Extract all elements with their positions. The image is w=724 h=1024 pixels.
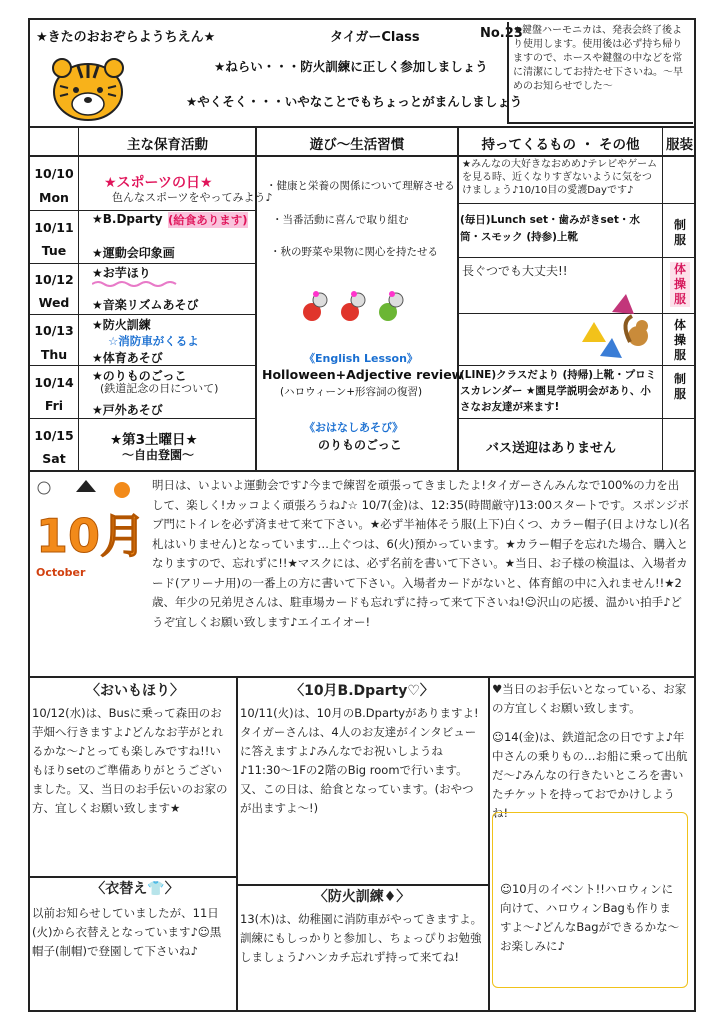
row-rule [28,314,255,315]
month-label: October [36,566,86,579]
col-rule [255,126,257,470]
section-rule [236,884,488,886]
day-date: 10/14 [34,375,74,390]
class-name: タイガーClass [330,30,420,45]
row-rule [28,210,255,211]
koromogae-body: 以前お知らせしていましたが、11日(火)から衣替えとなっています♪☺黒帽子(制帽)で登園して下さいね♪ [32,906,222,958]
english-lesson-label: 《English Lesson》 [304,352,418,365]
helper-note: ♥当日のお手伝いとなっている、お家の方宜しくお願い致します。 [492,682,687,715]
dress-uniform: 制 服 [673,372,686,401]
halloween-body: ☺10月のイベント!!ハロウィンに向けて、ハロウィンBagも作りますよ〜♪どんなBagができるかな〜お楽しみに♪ [500,882,680,953]
section-rule [488,676,490,1012]
dress-pe: 体 操 服 [673,318,686,362]
tiger-illustration [44,52,132,124]
play-item: ・当番活動に喜んで取り組む [272,214,409,226]
row-rule [457,257,696,258]
monthly-promise: ★やくそく・・・いやなことでもちょっとがまんしましょう [186,94,523,109]
row-rule [457,418,696,419]
col-header-activities: 主な保育活動 [127,137,208,153]
day-weekday: Thu [40,347,68,362]
bday-body: 10/11(火)は、10月のB.Dpartyがありますよ!タイガーさんは、4人のお友達がインタビューに答えますよ♪みんなでお祝いしようね♪11:30〜1Fの2階のBig roomで行います。又、この日は、給食となっています。(おやつが出ますよ〜!) [240,706,479,815]
koromogae-title: 〈衣替え👕〉 [91,881,179,897]
day-date: 10/15 [34,428,74,443]
monthly-aim: ★ねらい・・・防火訓練に正しく参加しましょう [214,59,488,74]
bring-daily: (毎日)Lunch set・歯みがきset・水筒・スモック (持参)上靴 [460,214,640,243]
activity-outdoor: ★戸外あそび [92,403,163,417]
day-weekday: Wed [38,295,70,310]
activity-pe: ★体育あそび [92,351,163,365]
header-rule [28,155,696,157]
english-lesson-sub: (ハロウィーン+形容詞の復習) [280,386,423,398]
fire-body: 13(木)は、幼稚園に消防車がやってきますよ。訓練にもしっかりと参加し、ちょっぴりお勉強しましょう♪ハンカチ忘れず持って来てね! [240,912,483,964]
activity-sports-day: ★スポーツの日★ [104,175,213,191]
month-badge [36,500,156,580]
story-title: のりものごっこ [318,438,402,452]
play-item: ・秋の野菜や果物に関心を持たせる [270,246,438,258]
activity-bday: ★B.Dparty [92,212,163,226]
activity-lunch: (給食あります) [168,213,248,227]
main-message: 明日は、いよいよ運動会です♪今まで練習を頑張ってきましたよ!タイガーさんみんなで100%の力を出して、楽しく!カッコよく頑張ろうね♪☆ 10/7(金)は、12:35(時間厳守)13:00スタートです。スポンジボブ門にトイレを必ず済ませて来て下さい。★必ず半袖体そう服(上下)白くつ、カラー帽子(日よけなし)(名札はいりません)となっています…上ぐつは、6(火)預かっています。★カラー帽子を忘れた場合、購入となりますので、忘れずに!!★マスクには、必ず名前を書いて下さい。★当日、お子様の検温は、入場者カード(アリーナ用)の一番上の方に書いて下さい。入場者カードがないと、体育館の中に入れません!!★2歳、年少の兄弟児さんは、駐車場カードも忘れずに持って来て下さいね!☺沢山の応援、温かい拍手♪どうぞ宜しくお願い致します♪エイエイオー! [152,478,690,629]
halloween-decor [36,474,148,500]
fire-title: 〈防火訓練♦〉 [313,889,411,905]
activity-free-attendance: 〜自由登園〜 [122,448,195,462]
day-weekday: Tue [41,243,67,258]
day-weekday: Mon [39,190,69,205]
day-weekday: Fri [44,398,64,413]
section-rule [236,676,238,1012]
section-rule [28,676,696,678]
day-weekday: Sat [42,451,66,466]
imohori-body: 10/12(水)は、Busに乗って森田のお芋畑へ行きますよ♪どんなお芋がとれるかな〜♪とっても楽しみですね!!いもほりsetのご準備ありがとうございました。又、当日のお手伝いのお家の方、宜しくお願い致します★ [32,706,228,815]
activity-vehicle: ★のりものごっこ [92,369,187,383]
table-top-rule [28,126,696,128]
bring-note: ★みんなの大好きなおめめ♪テレビやゲームを見る時、近くなりすぎないように気をつけましょう♪10/10目の愛護Dayです♪ [462,159,658,196]
day-date: 10/10 [34,166,74,181]
day-date: 10/11 [34,220,74,235]
activity-fire-truck: ☆消防車がくるよ [108,334,199,348]
activity-drawing: ★運動会印象画 [92,246,175,260]
bring-friday: (LINE)クラスだより (持帰)上靴・プロミスカレンダー ★園見学説明会があり、小さなお友達が来ます! [460,369,657,413]
dress-uniform: 制 服 [673,218,686,247]
table-bottom-rule [28,470,696,472]
dress-pe: 体 操 服 [670,262,690,307]
activity-rhythm: ★音楽リズムあそび [92,298,199,312]
activity-saturday: ★第3土曜日★ [110,432,198,448]
col-rule [457,126,459,470]
col-rule [662,126,663,470]
bday-title: 〈10月B.Dparty♡〉 [290,683,434,699]
section-rule [28,876,236,878]
wavy-underline [92,280,182,288]
month-number: 10月 [36,509,147,563]
squirrel-leaves-illustration [572,282,656,362]
activity-railway-day: (鉄道記念の日について) [100,382,219,395]
activity-imohori: ★お芋ほり [92,266,151,280]
imohori-title: 〈おいもほり〉 [86,683,184,699]
col-rule [78,126,79,470]
story-label: 《おはなしあそび》 [304,421,404,434]
row-rule [457,365,696,366]
english-lesson-title: Holloween+Adjective review [262,367,464,382]
col-header-dress: 服装 [666,137,693,153]
school-name: ★きたのおおぞらようちえん★ [36,30,216,45]
row-rule [28,418,255,419]
day-date: 10/12 [34,272,74,287]
col-header-bring: 持ってくるもの ・ その他 [481,137,640,153]
row-rule [457,203,696,204]
mice-apples-illustration [296,288,426,328]
activity-note: 色んなスポーツをやってみよう♪ [112,191,273,204]
col-header-play: 遊び〜生活習慣 [309,137,405,153]
activity-fire-drill: ★防火訓練 [92,318,151,332]
issue-number: No.23 [480,26,523,41]
play-item: ・健康と栄養の関係について理解させる [266,180,455,192]
bring-no-bus: バス送迎はありません [486,441,617,456]
bring-boots: 長ぐつでも大丈夫!! [462,264,568,278]
day-date: 10/13 [34,323,74,338]
railway-body: ☺14(金)は、鉄道記念の日ですよ♪年中さんの乗りもの…お船に乗って出航だ〜♪みんなの行きたいところを書いたチケットを持っておでかけしようね! [492,730,688,820]
corner-note: ★鍵盤ハーモニカは、発表会終了後より使用します。使用後は必ず持ち帰りますので、ホースや鍵盤の中などを常に清潔にしてお持たせ下さいね。〜早めのお知らせでした〜 [507,22,693,124]
